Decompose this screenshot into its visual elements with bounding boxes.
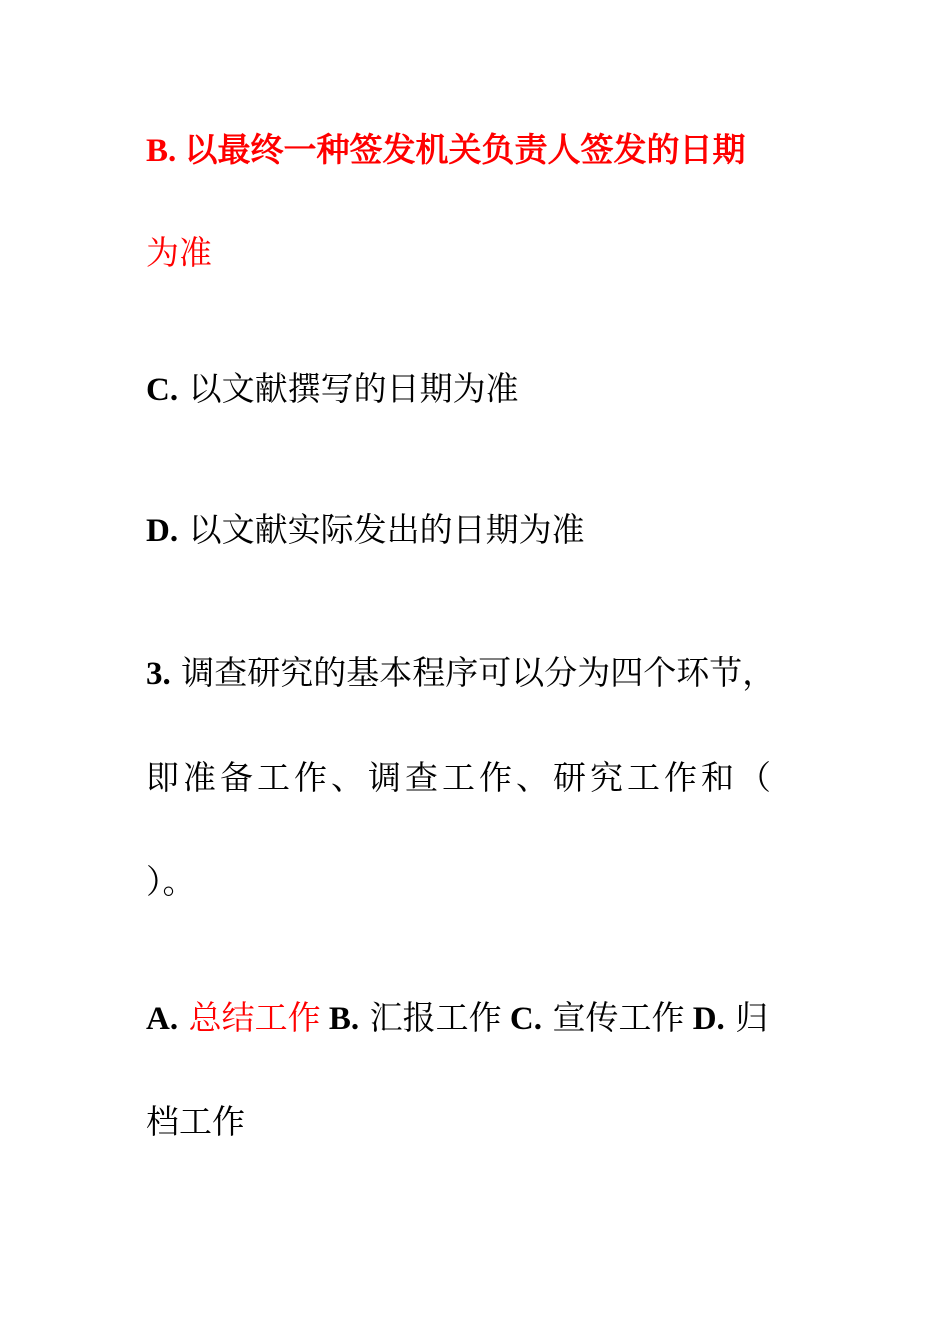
option-c-line: [146, 369, 519, 410]
option-d-text: 归: [724, 998, 769, 1037]
option-d-text-cont: 档工作: [146, 1102, 245, 1141]
option-b-text: 汇报工作: [359, 998, 502, 1037]
option-c-text: 宣传工作: [541, 998, 685, 1037]
option-b-text-cont: 为准: [146, 233, 212, 272]
option-b-label: B.: [320, 1001, 360, 1037]
option-d-text: 以文献实际发出的日期为准: [178, 510, 585, 549]
question3-text: 调查研究的基本程序可以分为四个环节，: [170, 653, 776, 692]
question3-text-end: ）。: [146, 862, 196, 901]
option-b-line1: [146, 130, 746, 171]
option-c-text: 以文献撰写的日期为准: [178, 369, 519, 408]
option-b-text: B. 以最终一种签发机关负责人签发的日期: [146, 133, 746, 169]
question3-line3: [146, 862, 196, 902]
option-c-label: C.: [501, 1001, 542, 1037]
option-a-text: 总结工作: [178, 998, 321, 1037]
option-c-label: C.: [146, 372, 179, 408]
question3-line2: [146, 758, 775, 798]
option-d-label: D.: [146, 513, 179, 549]
option-a-label: A.: [146, 1001, 179, 1037]
question3-line1: [146, 653, 775, 694]
options-q3-line2: [146, 1102, 245, 1142]
option-d-label: D.: [684, 1001, 725, 1037]
question3-number: 3.: [146, 656, 171, 692]
option-b-line2: [146, 233, 212, 273]
options-q3-line1: [146, 998, 768, 1039]
option-d-line: [146, 510, 585, 551]
question3-text-cont: 即准备工作、调查工作、研究工作和（: [146, 758, 775, 797]
